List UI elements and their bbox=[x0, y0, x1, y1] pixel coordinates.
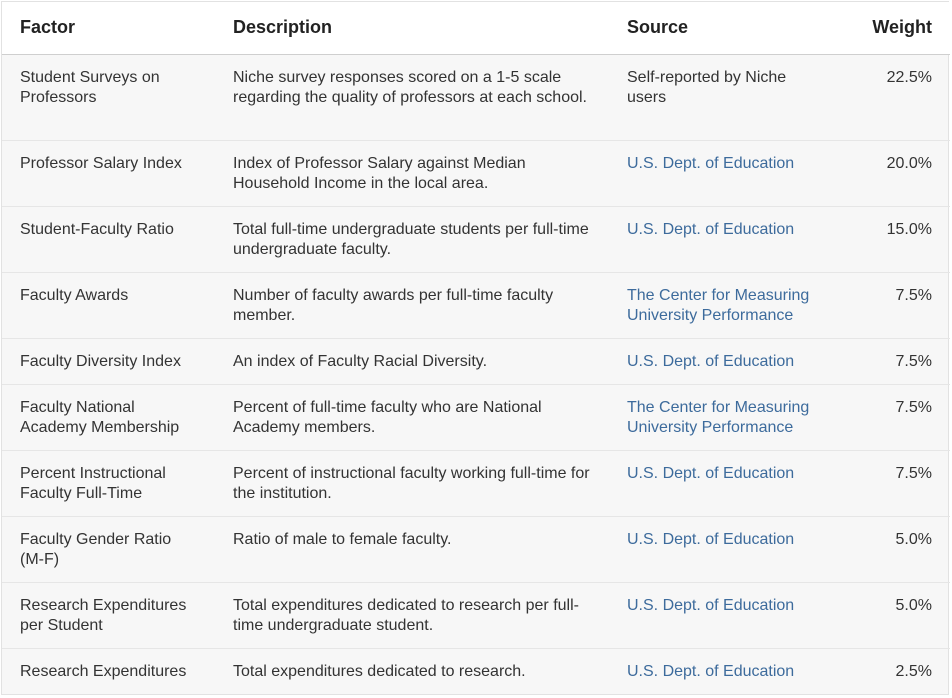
source-cell bbox=[609, 140, 839, 206]
description-cell: Index of Professor Salary against Median Household Income in the local area. bbox=[215, 140, 609, 206]
source-cell bbox=[609, 516, 839, 582]
description-cell: Total full-time undergraduate students per full-time undergraduate faculty. bbox=[215, 206, 609, 272]
table-row bbox=[2, 140, 950, 206]
weight-cell: 15.0% bbox=[839, 206, 950, 272]
table-row bbox=[2, 516, 950, 582]
weight-cell: 7.5% bbox=[839, 450, 950, 516]
weight-cell: 5.0% bbox=[839, 516, 950, 582]
source-text: Self-reported by Niche users bbox=[627, 68, 787, 106]
methodology-table-container bbox=[1, 1, 949, 695]
source-cell bbox=[609, 272, 839, 338]
factor-cell: Student-Faculty Ratio bbox=[2, 206, 215, 272]
source-cell bbox=[609, 384, 839, 450]
description-cell: An index of Faculty Racial Diversity. bbox=[215, 338, 609, 384]
source-cell bbox=[609, 582, 839, 648]
factor-cell: Student Surveys on Professors bbox=[2, 54, 215, 140]
table-row bbox=[2, 338, 950, 384]
description-cell: Ratio of male to female faculty. bbox=[215, 516, 609, 582]
description-cell: Number of faculty awards per full-time faculty member. bbox=[215, 272, 609, 338]
description-cell: Total expenditures dedicated to research. bbox=[233, 662, 526, 680]
weight-cell: 2.5% bbox=[895, 662, 932, 680]
description-cell: Percent of instructional faculty working full-time for the institution. bbox=[215, 450, 609, 516]
weight-cell: 5.0% bbox=[839, 582, 950, 648]
column-header-description: Description bbox=[215, 2, 609, 54]
factor-cell: Faculty Diversity Index bbox=[2, 338, 215, 384]
source-link[interactable]: U.S. Dept. of Education bbox=[627, 596, 795, 614]
weight-cell: 7.5% bbox=[839, 272, 950, 338]
factor-cell: Faculty National Academy Membership bbox=[2, 384, 215, 450]
source-link[interactable]: U.S. Dept. of Education bbox=[627, 352, 795, 370]
description-cell: Niche survey responses scored on a 1-5 scale regarding the quality of professors at each school. bbox=[215, 54, 609, 140]
factor-cell: Professor Salary Index bbox=[2, 140, 215, 206]
description-cell: Percent of full-time faculty who are National Academy members. bbox=[215, 384, 609, 450]
source-cell bbox=[609, 54, 839, 140]
methodology-table bbox=[2, 2, 950, 692]
source-cell bbox=[609, 338, 839, 384]
description-cell: Total expenditures dedicated to research per full-time undergraduate student. bbox=[215, 582, 609, 648]
source-cell bbox=[609, 206, 839, 272]
weight-cell: 7.5% bbox=[839, 338, 950, 384]
source-link[interactable]: U.S. Dept. of Education bbox=[627, 220, 795, 238]
weight-cell: 20.0% bbox=[839, 140, 950, 206]
table-row bbox=[2, 384, 950, 450]
table-row bbox=[2, 648, 950, 692]
column-header-source: Source bbox=[609, 2, 839, 54]
source-link[interactable]: U.S. Dept. of Education bbox=[627, 464, 795, 482]
table-body bbox=[2, 54, 950, 692]
source-link[interactable]: The Center for Measuring University Performance bbox=[627, 398, 810, 436]
source-cell bbox=[609, 648, 839, 692]
source-cell bbox=[609, 450, 839, 516]
table-row bbox=[2, 582, 950, 648]
factor-cell: Research Expenditures per Student bbox=[2, 582, 215, 648]
table-row bbox=[2, 206, 950, 272]
column-header-weight: Weight bbox=[839, 2, 950, 54]
table-row bbox=[2, 54, 950, 140]
source-link[interactable]: U.S. Dept. of Education bbox=[627, 530, 795, 548]
factor-cell: Percent Instructional Faculty Full-Time bbox=[2, 450, 215, 516]
source-link[interactable]: U.S. Dept. of Education bbox=[627, 154, 795, 172]
weight-cell: 22.5% bbox=[839, 54, 950, 140]
factor-cell: Faculty Gender Ratio (M-F) bbox=[2, 516, 215, 582]
factor-cell: Faculty Awards bbox=[2, 272, 215, 338]
source-link[interactable]: The Center for Measuring University Performance bbox=[627, 286, 810, 324]
table-row bbox=[2, 450, 950, 516]
header-row bbox=[2, 2, 950, 54]
weight-cell: 7.5% bbox=[839, 384, 950, 450]
column-header-factor: Factor bbox=[2, 2, 215, 54]
source-link[interactable]: U.S. Dept. of Education bbox=[627, 662, 795, 680]
table-header bbox=[2, 2, 950, 54]
table-row bbox=[2, 272, 950, 338]
factor-cell: Research Expenditures bbox=[20, 662, 187, 680]
